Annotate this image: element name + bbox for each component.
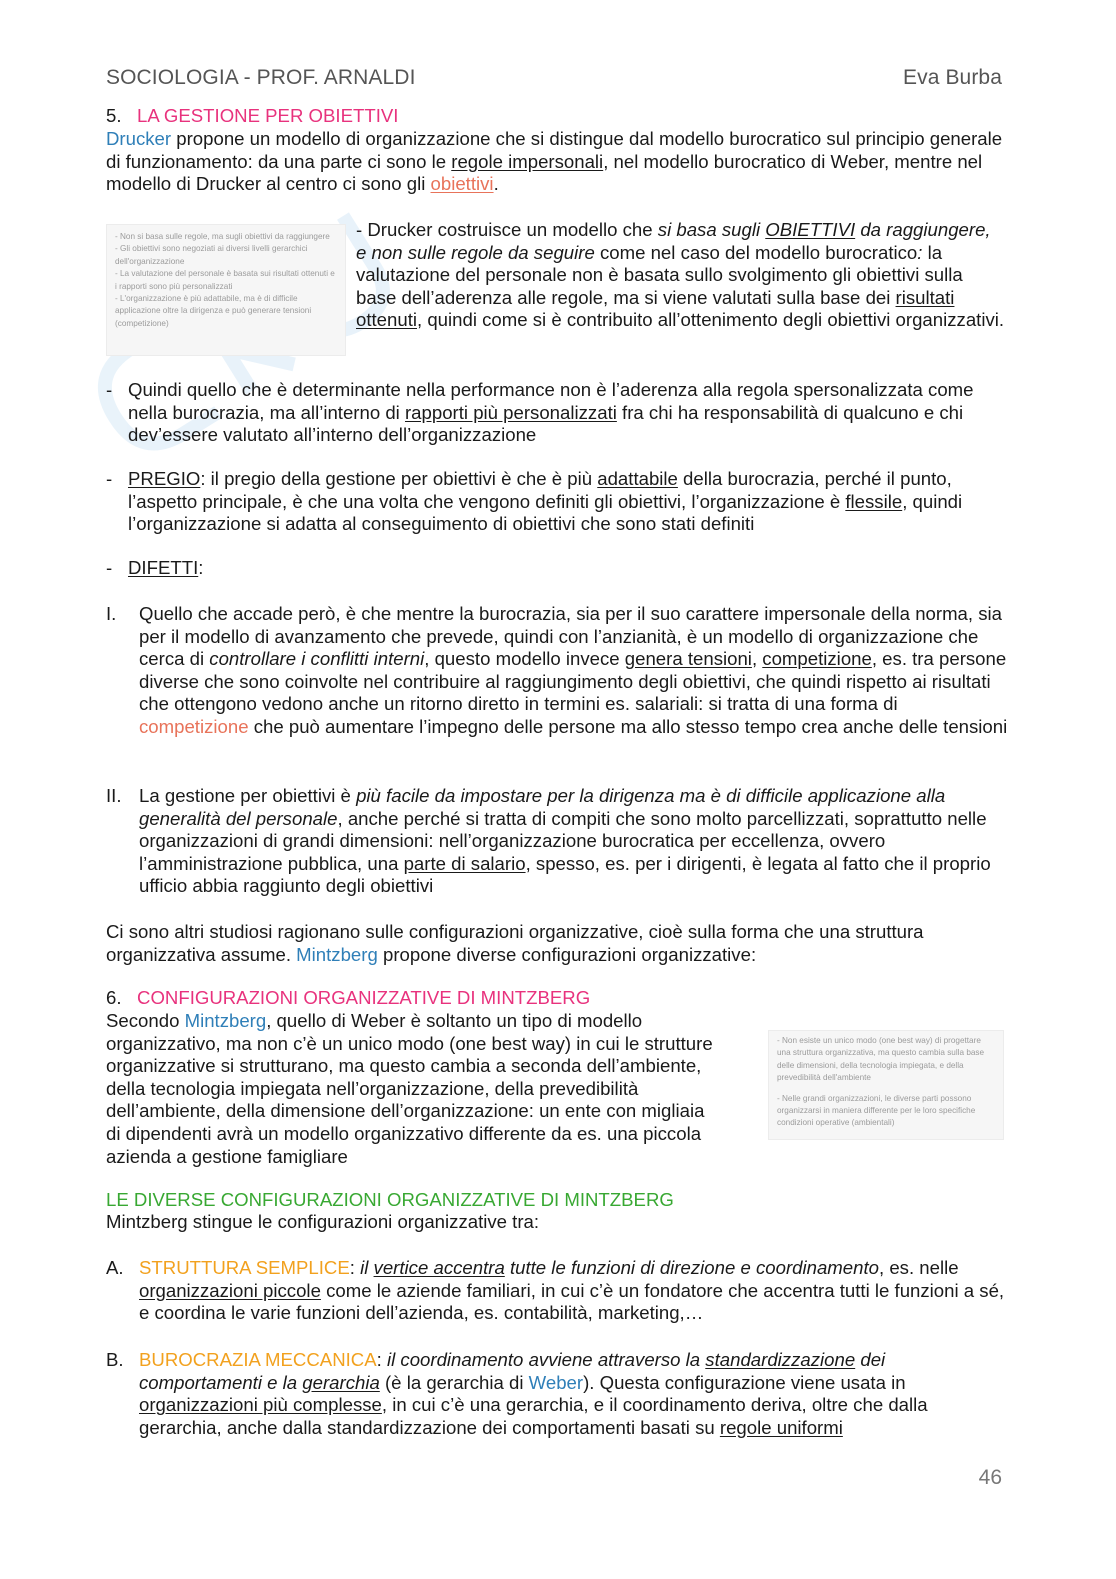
section-6-heading [106, 987, 1016, 1010]
page-number: 46 [978, 1466, 1002, 1489]
slide-thumbnail-mintzberg: - Non esiste un unico modo (one best way) di progettare una struttura organizzativa, ma questo cambia sulla base delle dimensioni, della tecnologia impiegata, e della prevedibilità dell'ambiente - Nelle grandi organizzazioni, le diverse parti possono organizzarsi in maniera differente per le loro specifiche condizioni operative (ambientali) [768, 1030, 1004, 1140]
paragraph-mintzberg-transition: Ci sono altri studiosi ragionano sulle configurazioni organizzative, cioè sulla forma che una struttura organizzativa assume. Mintzberg propone diverse configurazioni organizzative: [106, 921, 924, 965]
section-number: 6. [106, 987, 122, 1008]
header-author: Eva Burba [903, 66, 1002, 89]
paragraph-drucker-model: - Drucker costruisce un modello che si basa sugli OBIETTIVI da raggiungere, e non sulle regole da seguire come nel caso del modello burocratico: la valutazione del personale non è basata sullo svolgimento gli obiettivi sulla base dell’aderenza alle regole, ma si viene valutati sulla base dei risultati ottenuti, quindi come si è contribuito all’ottenimento degli obiettivi organizzativi. [356, 219, 1005, 331]
header-course-title: SOCIOLOGIA - PROF. ARNALDI [106, 66, 416, 89]
section-title: LA GESTIONE PER OBIETTIVI [137, 105, 399, 126]
paragraph-configurations-intro: Mintzberg stingue le configurazioni organizzative tra: [106, 1211, 540, 1232]
section-number: 5. [106, 105, 122, 126]
paragraph-mintzberg-intro: Secondo Mintzberg, quello di Weber è soltanto un tipo di modello organizzativo, ma non c’è un unico modo (one best way) in cui le strutture organizzative si strutturano, ma questo cambia a seconda dell’ambiente, della tecnologia impiegata nell’organizzazione, della prevedibilità dell’ambiente, della dimensione dell’organizzazione: un ente con migliaia di dipendenti avrà un modello organizzativo differente da es. una piccola azienda a gestione famigliare [106, 1010, 713, 1167]
subsection-title: LE DIVERSE CONFIGURAZIONI ORGANIZZATIVE DI MINTZBERG [106, 1189, 674, 1210]
section-title: CONFIGURAZIONI ORGANIZZATIVE DI MINTZBERG [137, 987, 591, 1008]
slide-thumbnail-drucker: - Non si basa sulle regole, ma sugli obiettivi da raggiungere - Gli obiettivi sono negoziati ai diversi livelli gerarchici dell'organizzazione - La valutazione del personale è basata sui risultati ottenuti e i rapporti sono più personalizzati - L'organizzazione è più adattabile, ma è di difficile applicazione oltre la dirigenza e può generare tensioni (competizione) [106, 224, 346, 356]
paragraph-drucker-intro: Drucker propone un modello di organizzazione che si distingue dal modello burocratico sul principio generale di funzionamento: da una parte ci sono le regole impersonali, nel modello burocratico di Weber, mentre nel modello di Drucker al centro ci sono gli obiettivi. [106, 128, 1003, 195]
section-5-heading [106, 105, 1016, 128]
